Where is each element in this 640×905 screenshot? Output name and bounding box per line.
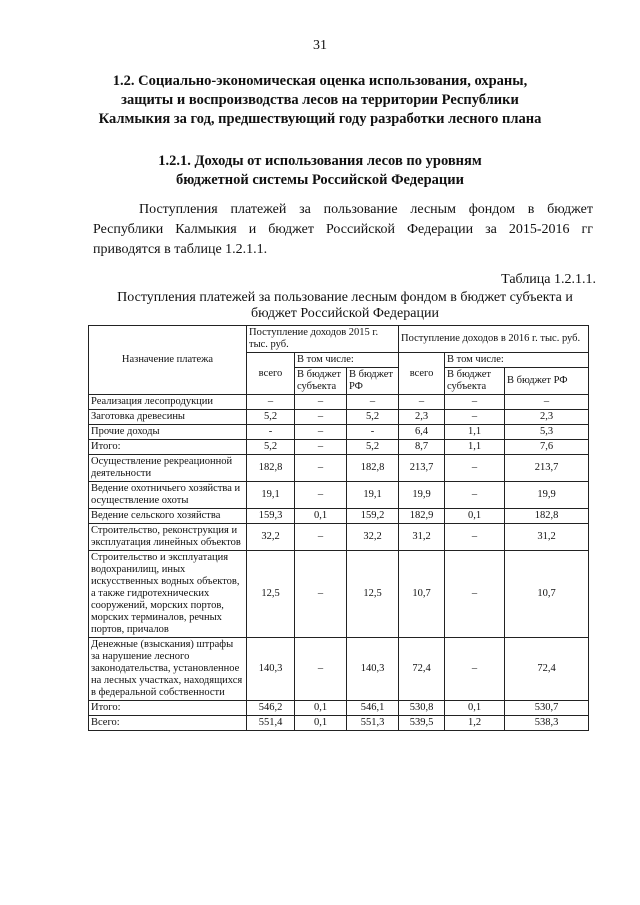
table-row xyxy=(89,716,589,731)
cell-value: – xyxy=(445,482,505,509)
cell-value: 530,8 xyxy=(399,701,445,716)
cell-value: 0,1 xyxy=(295,716,347,731)
cell-value: 19,1 xyxy=(347,482,399,509)
col-header-2015: Поступление доходов 2015 г. тыс. руб. xyxy=(247,326,399,353)
row-name: Реализация лесопродукции xyxy=(89,395,247,410)
cell-value: 551,3 xyxy=(347,716,399,731)
col-header-name: Назначение платежа xyxy=(89,326,247,395)
row-name: Всего: xyxy=(89,716,247,731)
cell-value: – xyxy=(295,425,347,440)
section-heading-line: защиты и воспроизводства лесов на территории Республики xyxy=(121,92,519,108)
cell-value: 1,2 xyxy=(445,716,505,731)
cell-value: – xyxy=(445,455,505,482)
table-row xyxy=(89,440,589,455)
cell-value: – xyxy=(295,410,347,425)
cell-value: 5,2 xyxy=(347,440,399,455)
subsection-heading xyxy=(120,152,520,190)
table-caption-line: Поступления платежей за пользование лесным фондом в бюджет субъекта и xyxy=(117,290,573,305)
cell-value: 182,9 xyxy=(399,509,445,524)
cell-value: – xyxy=(445,638,505,701)
cell-value: 2,3 xyxy=(399,410,445,425)
table-row xyxy=(89,509,589,524)
table-caption-line: бюджет Российской Федерации xyxy=(251,306,439,321)
table-caption xyxy=(90,290,600,322)
cell-value: 551,4 xyxy=(247,716,295,731)
col-header-rf-2015: В бюджет РФ xyxy=(347,368,399,395)
cell-value: 182,8 xyxy=(347,455,399,482)
col-header-2016: Поступление доходов в 2016 г. тыс. руб. xyxy=(399,326,589,353)
cell-value: 5,2 xyxy=(247,410,295,425)
col-header-rf-2016: В бюджет РФ xyxy=(505,368,589,395)
cell-value: 12,5 xyxy=(347,551,399,638)
cell-value: – xyxy=(295,395,347,410)
cell-value: – xyxy=(295,524,347,551)
cell-value: 546,2 xyxy=(247,701,295,716)
row-name: Осуществление рекреационной деятельности xyxy=(89,455,247,482)
cell-value: 72,4 xyxy=(505,638,589,701)
cell-value: 7,6 xyxy=(505,440,589,455)
cell-value: 19,1 xyxy=(247,482,295,509)
cell-value: - xyxy=(247,425,295,440)
col-header-total-2016: всего xyxy=(399,353,445,395)
table-number: Таблица 1.2.1.1. xyxy=(501,272,596,287)
row-name: Денежные (взыскания) штрафы за нарушение лесного законодательства, установленное на лесных участках, находящихся в федеральной собственности xyxy=(89,638,247,701)
cell-value: 1,1 xyxy=(445,440,505,455)
cell-value: – xyxy=(399,395,445,410)
cell-value: - xyxy=(347,425,399,440)
cell-value: 213,7 xyxy=(505,455,589,482)
cell-value: 12,5 xyxy=(247,551,295,638)
cell-value: – xyxy=(445,410,505,425)
row-name: Строительство и эксплуатация водохранилищ, иных искусственных водных объектов, а также гидротехнических сооружений, морских портов, морских терминалов, речных портов, причалов xyxy=(89,551,247,638)
cell-value: 1,1 xyxy=(445,425,505,440)
cell-value: – xyxy=(295,455,347,482)
cell-value: 19,9 xyxy=(505,482,589,509)
cell-value: 5,3 xyxy=(505,425,589,440)
cell-value: 140,3 xyxy=(347,638,399,701)
subsection-heading-line: 1.2.1. Доходы от использования лесов по уровням xyxy=(158,153,482,169)
cell-value: 10,7 xyxy=(505,551,589,638)
row-name: Строительство, реконструкция и эксплуатация линейных объектов xyxy=(89,524,247,551)
cell-value: – xyxy=(505,395,589,410)
cell-value: 0,1 xyxy=(295,701,347,716)
cell-value: 0,1 xyxy=(295,509,347,524)
cell-value: – xyxy=(295,440,347,455)
table-row xyxy=(89,524,589,551)
col-header-subject-2015: В бюджет субъекта xyxy=(295,368,347,395)
col-header-subject-2016: В бюджет субъекта xyxy=(445,368,505,395)
cell-value: 6,4 xyxy=(399,425,445,440)
cell-value: 32,2 xyxy=(347,524,399,551)
cell-value: 539,5 xyxy=(399,716,445,731)
cell-value: – xyxy=(445,551,505,638)
row-name: Ведение сельского хозяйства xyxy=(89,509,247,524)
cell-value: 32,2 xyxy=(247,524,295,551)
row-name: Ведение охотничьего хозяйства и осуществление охоты xyxy=(89,482,247,509)
cell-value: 213,7 xyxy=(399,455,445,482)
cell-value: 0,1 xyxy=(445,509,505,524)
row-name: Итого: xyxy=(89,701,247,716)
cell-value: 72,4 xyxy=(399,638,445,701)
table-row xyxy=(89,701,589,716)
cell-value: 31,2 xyxy=(505,524,589,551)
cell-value: 31,2 xyxy=(399,524,445,551)
cell-value: 159,2 xyxy=(347,509,399,524)
cell-value: 8,7 xyxy=(399,440,445,455)
table-row xyxy=(89,410,589,425)
cell-value: – xyxy=(247,395,295,410)
cell-value: – xyxy=(347,395,399,410)
cell-value: 538,3 xyxy=(505,716,589,731)
cell-value: 2,3 xyxy=(505,410,589,425)
table-row xyxy=(89,425,589,440)
payments-table xyxy=(88,325,589,731)
table-row xyxy=(89,455,589,482)
cell-value: 10,7 xyxy=(399,551,445,638)
page-number: 31 xyxy=(313,38,327,53)
cell-value: 159,3 xyxy=(247,509,295,524)
cell-value: – xyxy=(445,395,505,410)
table-row xyxy=(89,638,589,701)
cell-value: – xyxy=(295,638,347,701)
col-header-incl-2015: В том числе: xyxy=(295,353,399,368)
cell-value: 0,1 xyxy=(445,701,505,716)
row-name: Заготовка древесины xyxy=(89,410,247,425)
col-header-incl-2016: В том числе: xyxy=(445,353,589,368)
section-heading-line: Калмыкия за год, предшествующий году разработки лесного плана xyxy=(98,111,542,127)
cell-value: 5,2 xyxy=(247,440,295,455)
cell-value: 182,8 xyxy=(505,509,589,524)
cell-value: – xyxy=(295,482,347,509)
cell-value: – xyxy=(295,551,347,638)
cell-value: – xyxy=(445,524,505,551)
cell-value: 140,3 xyxy=(247,638,295,701)
section-heading xyxy=(95,72,545,129)
intro-paragraph: Поступления платежей за пользование лесным фондом в бюджет Республики Калмыкия и бюджет Российской Федерации за 2015-2016 гг приводятся в таблице 1.2.1.1. xyxy=(93,202,593,257)
col-header-total-2015: всего xyxy=(247,353,295,395)
cell-value: 5,2 xyxy=(347,410,399,425)
table-row xyxy=(89,551,589,638)
subsection-heading-line: бюджетной системы Российской Федерации xyxy=(176,172,464,188)
cell-value: 546,1 xyxy=(347,701,399,716)
cell-value: 530,7 xyxy=(505,701,589,716)
table-row xyxy=(89,482,589,509)
cell-value: 182,8 xyxy=(247,455,295,482)
row-name: Прочие доходы xyxy=(89,425,247,440)
section-heading-line: 1.2. Социально-экономическая оценка использования, охраны, xyxy=(112,73,528,89)
cell-value: 19,9 xyxy=(399,482,445,509)
table-row xyxy=(89,395,589,410)
row-name: Итого: xyxy=(89,440,247,455)
